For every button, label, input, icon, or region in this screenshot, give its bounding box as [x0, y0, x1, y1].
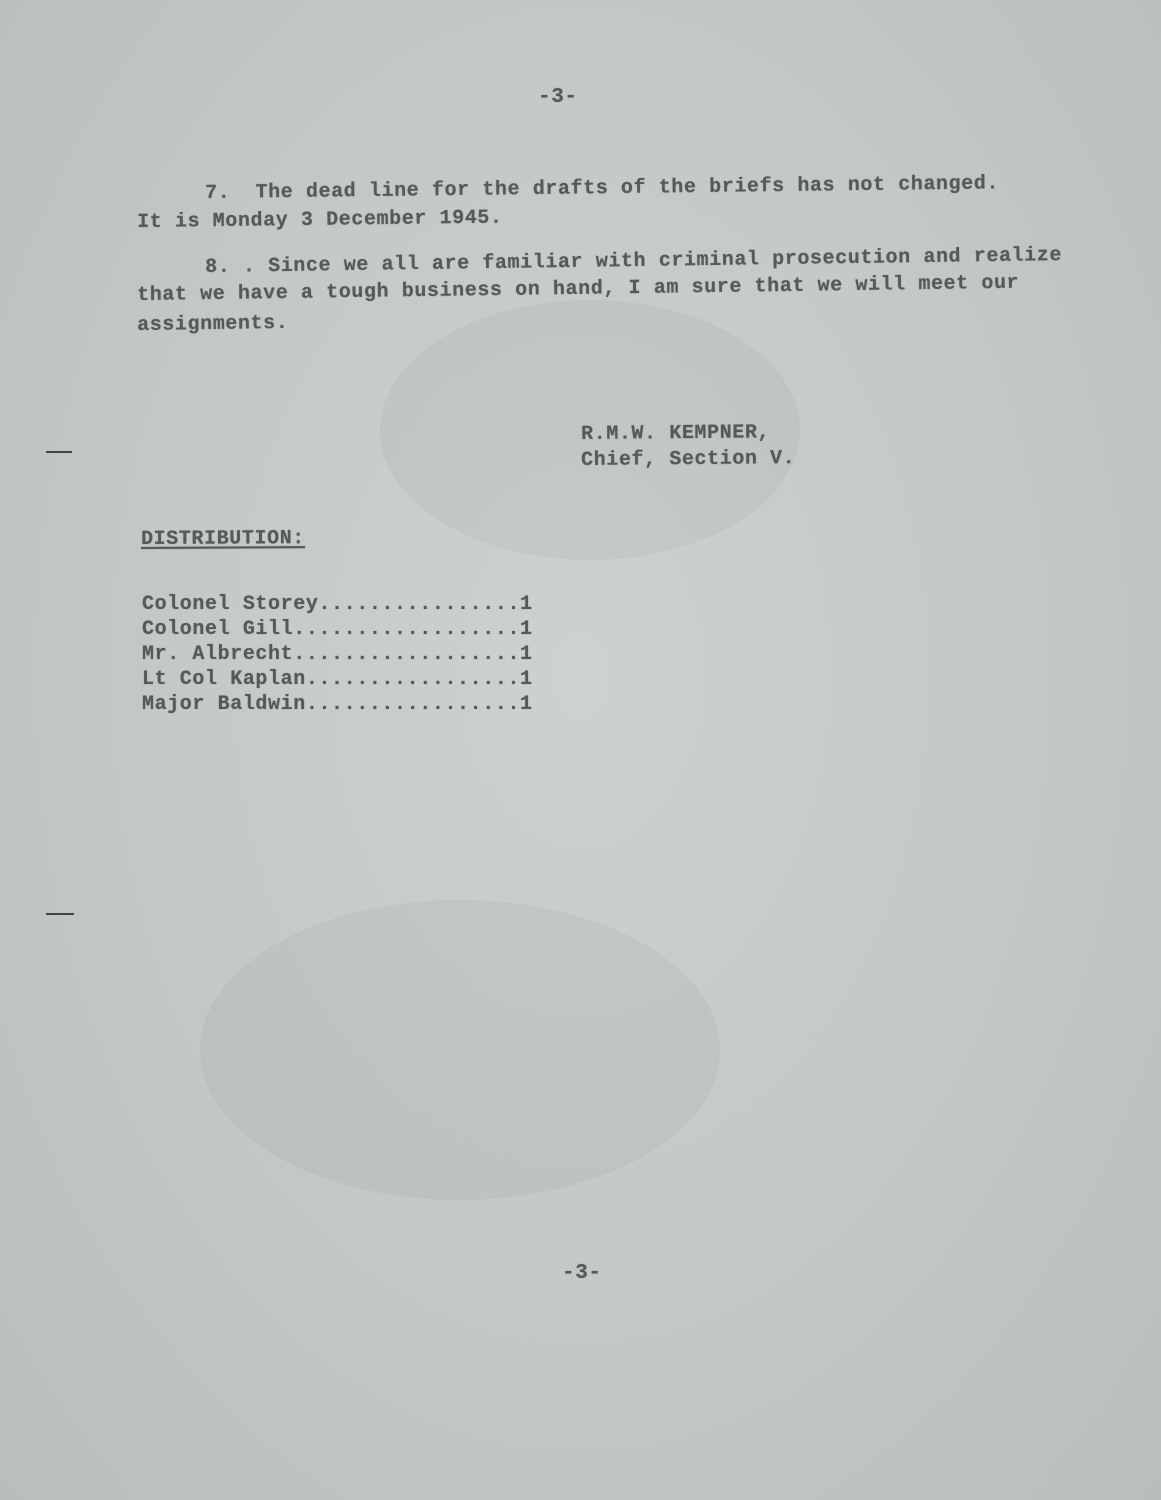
distribution-item-baldwin: Major Baldwin.................1: [142, 693, 533, 716]
distribution-item-storey: Colonel Storey................1: [142, 593, 533, 616]
distribution-item-kaplan: Lt Col Kaplan.................1: [142, 668, 533, 691]
paragraph-7-line-1: 7. The dead line for the drafts of the briefs has not changed.: [205, 172, 1000, 205]
paragraph-8-line-3: assignments.: [137, 311, 289, 337]
paragraph-8-line-1: 8. . Since we all are familiar with criminal prosecution and realize: [205, 244, 1063, 279]
distribution-heading: DISTRIBUTION:: [141, 527, 305, 551]
paragraph-8-line-2: that we have a tough business on hand, I am sure that we will meet our: [137, 271, 1020, 307]
paper-stain: [200, 900, 720, 1200]
distribution-item-gill: Colonel Gill..................1: [142, 618, 533, 641]
distribution-list: [142, 593, 533, 718]
margin-tick-mark: [46, 913, 74, 915]
distribution-item-albrecht: Mr. Albrecht..................1: [142, 643, 533, 666]
paragraph-7-line-2: It is Monday 3 December 1945.: [137, 206, 503, 234]
signature-name: R.M.W. KEMPNER,: [581, 421, 771, 446]
page-number-top: -3-: [538, 86, 578, 109]
signature-title: Chief, Section V.: [581, 447, 796, 472]
margin-tick-mark: [46, 451, 72, 453]
page-number-bottom: -3-: [562, 1262, 602, 1285]
